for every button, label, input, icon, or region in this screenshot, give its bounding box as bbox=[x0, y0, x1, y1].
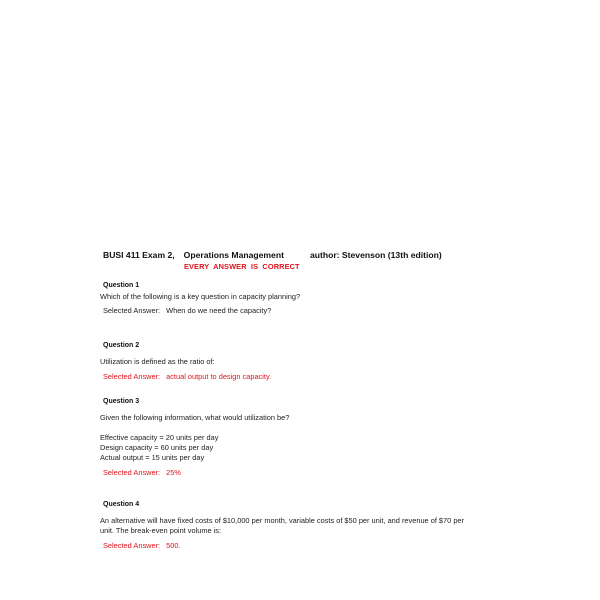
question-4-text-line-1: An alternative will have fixed costs of $10,000 per month, variable costs of $50 per unit, and revenue of $70 per bbox=[100, 516, 465, 525]
question-1-answer-value: When do we need the capacity? bbox=[166, 306, 272, 315]
question-3-answer-value: 25% bbox=[166, 468, 181, 477]
question-4-answer-prefix: Selected Answer: bbox=[103, 541, 161, 550]
question-3-given-1: Effective capacity = 20 units per day bbox=[100, 433, 219, 442]
question-4-label: Question 4 bbox=[103, 501, 140, 508]
question-3-given-2: Design capacity = 60 units per day bbox=[100, 443, 214, 452]
question-3-label: Question 3 bbox=[103, 398, 140, 405]
question-3-answer-prefix: Selected Answer: bbox=[103, 468, 161, 477]
course-subject: Operations Management bbox=[183, 250, 284, 260]
document-title bbox=[103, 250, 442, 260]
question-2-answer-value: actual output to design capacity. bbox=[166, 372, 272, 381]
question-2-answer-prefix: Selected Answer: bbox=[103, 372, 161, 381]
question-1-answer bbox=[103, 306, 271, 315]
question-3-answer bbox=[103, 468, 181, 477]
question-4-answer bbox=[103, 541, 181, 550]
document-subtitle: EVERY ANSWER IS CORRECT bbox=[184, 262, 300, 271]
question-1-answer-prefix: Selected Answer: bbox=[103, 306, 161, 315]
question-2-text: Utilization is defined as the ratio of: bbox=[100, 357, 215, 366]
question-4-text-line-2: unit. The break-even point volume is: bbox=[100, 526, 222, 535]
question-2-answer bbox=[103, 372, 271, 381]
question-1-label: Question 1 bbox=[103, 282, 140, 289]
question-1-text: Which of the following is a key question in capacity planning? bbox=[100, 292, 301, 301]
question-3-text: Given the following information, what would utilization be? bbox=[100, 413, 290, 422]
question-3-given-3: Actual output = 15 units per day bbox=[100, 453, 205, 462]
question-2-label: Question 2 bbox=[103, 342, 140, 349]
course-code: BUSI 411 Exam 2, bbox=[103, 250, 175, 260]
question-4-answer-value: 500. bbox=[166, 541, 181, 550]
course-author: author: Stevenson (13th edition) bbox=[309, 250, 442, 260]
